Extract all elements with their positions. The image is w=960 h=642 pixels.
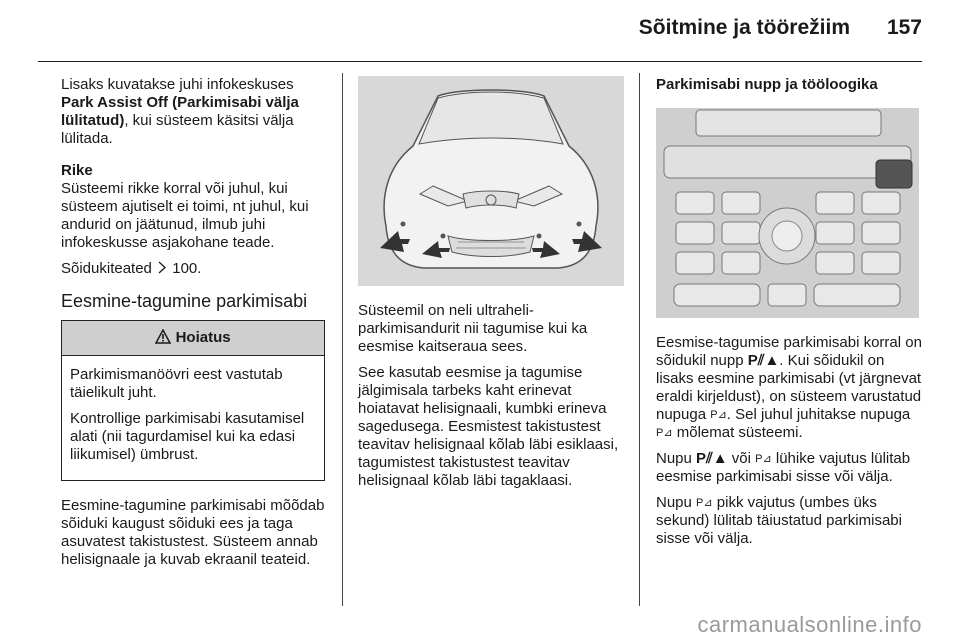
parking-assist-description: Eesmine-tagumine parkimisabi mõõdab sõiduki kaugust sõiduki ees ja taga asuvatest takistustest. Süsteem annab helisignaale ja kuvab ekraanil teateid. (61, 497, 325, 568)
warning-box (61, 320, 325, 481)
page-header-title: Sõitmine ja töörežiim (638, 16, 850, 39)
fault-heading: Rike (61, 162, 93, 179)
short-press-description: Nupu P⫽▲ või P⊿ lühike vajutus lülitab eesmise parkimisabi sisse või välja. (656, 450, 911, 485)
advanced-parking-button-symbol-2: P (656, 427, 664, 439)
section-heading: Eesmine-tagumine parkimisabi (61, 291, 308, 311)
sensor-waves-icon-2: ⫽▲ (706, 450, 728, 467)
long-press-description: Nupu P⊿ pikk vajutus (umbes üks sekund) lülitab täiustatud parkimisabi sisse või välja. (656, 494, 902, 547)
warning-title: Hoiatus (175, 329, 231, 346)
parking-assist-button-symbol-3: P (696, 450, 707, 467)
footer-watermark: carmanualsonline.info (697, 612, 922, 637)
page-reference-arrow-icon (156, 261, 168, 274)
column-1 (61, 76, 329, 577)
advanced-parking-button-symbol-3: P (755, 453, 763, 465)
button-logic-heading: Parkimisabi nupp ja tööloogika (656, 76, 878, 93)
fault-section (61, 162, 329, 252)
intro-bold-message: Park Assist Off (Parkimisabi välja lülitatud) (61, 94, 299, 129)
car-front-image (358, 76, 624, 286)
advanced-parking-button-symbol-4: P (696, 497, 704, 509)
column-3 (656, 76, 924, 556)
warning-sounds-description: See kasutab eesmise ja tagumise jälgimisala tarbeks kaht erinevat hoiatavat helisignaali, kumbki erineva sagedusega. Eesmistest takistustest teavitav helisignaal kõlab läbi esiklaasi, tagumistest takistustest teavitav helisignaal kõlab läbi tagaklaasi. (358, 364, 619, 489)
column-divider-1 (342, 73, 343, 606)
sensor-waves-icon: ⫽▲ (757, 352, 780, 369)
parking-car-icon: ⊿ (717, 409, 727, 421)
advanced-parking-button-symbol: P (710, 409, 718, 421)
parking-car-icon-2: ⊿ (663, 427, 673, 439)
warning-body (62, 356, 324, 480)
warning-header (62, 321, 324, 356)
parking-car-icon-4: ⊿ (703, 497, 713, 509)
sensors-description: Süsteemil on neli ultraheli-parkimisandurit nii tagumise kui ka eesmise kaitseraua sees. (358, 302, 588, 355)
parking-car-icon-3: ⊿ (762, 453, 772, 465)
control-panel-image (656, 108, 919, 318)
page-number: 157 (886, 16, 922, 39)
column-divider-2 (639, 73, 640, 606)
button-description: Eesmise-tagumise parkimisabi korral on sõidukil nupp P⫽▲. Kui sõidukil on lisaks eesmine parkimisabi (vt järgnevat eraldi kirjeldust), on süsteem varustatud nupuga P⊿. Sel juhul juhitakse nupuga P⊿ mõlemat süsteemi. (656, 334, 922, 441)
fault-text: Süsteemi rikke korral või juhul, kui süsteem ajutiselt ei toimi, nt juhul, kui andurid on jäätunud, ilmub juhi infokeskusse asjakohane teade. (61, 180, 309, 251)
column-2 (358, 76, 628, 498)
car-sensor-illustration (358, 76, 624, 286)
vehicle-data-link[interactable]: 100. (172, 260, 202, 277)
header-divider (38, 61, 922, 62)
vehicle-data-reference: Sõidukiteated 100. (61, 260, 202, 277)
parking-assist-button-symbol: P (747, 352, 758, 369)
warning-triangle-icon (155, 329, 171, 344)
warning-text-2: Kontrollige parkimisabi kasutamisel alati (nii tagurdamisel kui ka edasi liikumisel) ümbrust. (70, 410, 305, 463)
warning-text-1: Parkimismanöövri eest vastutab täielikult juht. (70, 366, 283, 401)
intro-paragraph: Lisaks kuvatakse juhi infokeskuses Park Assist Off (Parkimisabi välja lülitatud), kui süsteem käsitsi välja lülitada. (61, 76, 299, 147)
control-panel-illustration (656, 108, 919, 318)
